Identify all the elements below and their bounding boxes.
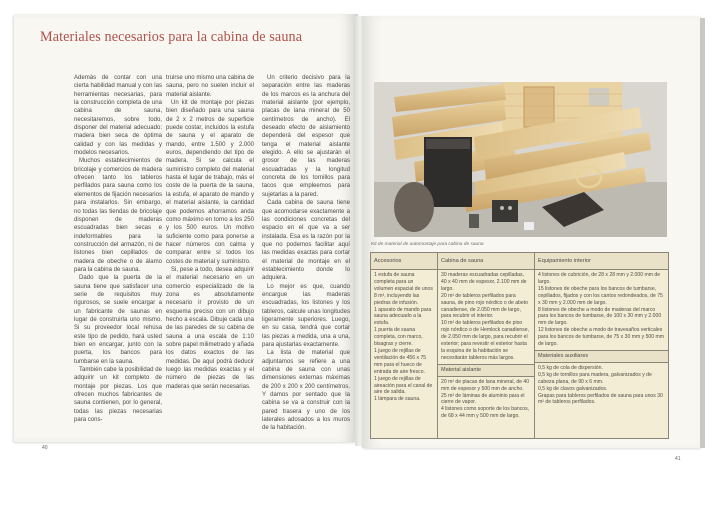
list-item: 30 maderas escuadradas cepilladas, 40 x 40 mm de espesor, 2.100 mm de largo.: [441, 272, 527, 292]
list-item: 8 listones de obeche a modo de maderas del marco para los bancos de tumbarse, de 100 x 30 mm y 2.000 mm de largo.: [538, 306, 662, 327]
sauna-kit-illustration: [374, 82, 667, 237]
list-item: 15 listones de obeche para los bancos de tumbarse, cepillados, fijados y con los cantos redondeados, de 75 x 30 mm y 2.000 mm de largo.: [538, 285, 663, 306]
list-item: 1 juego de rejillas de ventilación de 456 x 75 mm para el hueco de entrada de aire fresco.: [374, 347, 427, 375]
list-item: 12 listones de obeche a modo de travesaños verticales para los bancos de tumbarse, de 75 x 30 mm y 500 mm de largo.: [538, 327, 664, 348]
header-accesorios: Accesorios: [371, 253, 438, 270]
paragraph: Muchos establecimientos de bricolaje y comercios de madera ofrecen tanto los tableros perfilados para sauna como los elementos de fijación necesarios para instalarlos. Sin embargo, no todas las tiendas de bricolaje disponen de maderas escuadradas bien secas e indeformables para la construcción del armazón, ni de listones bien cepillados de madera de obeche o de álamo para la cabina de sauna.: [74, 158, 162, 273]
table-header-row: [371, 253, 669, 270]
list-item: Grapas para tableros perfilados de sauna para unos 30 m² de tableros perfilados.: [538, 392, 663, 406]
materials-table: [370, 252, 669, 439]
paragraph: truirse uno mismo una cabina de sauna, pero no suelen incluir el material aislante.: [166, 75, 254, 98]
list-item: 0,5 kg de cola de dispersión.: [538, 364, 603, 371]
list-item: 10 m² de tableros perfilados de pino rojo nórdico o de Hemlock canadiense, de 2.050 mm de largo, para recubrir el exterior; para revestir el exterior hasta la esquina de la habitación se necesitarán tableros más largos.: [441, 320, 530, 361]
paragraph: Un criterio decisivo para la separación entre las maderas de los marcos es la anchura del material aislante (por ejemplo, placas de lana mineral de 50 centímetros de ancho). El deseado efecto de aislamiento dependerá del espesor que tenga el material aislante elegido. A ello se ajustarán el grosor de las maderas escuadradas y la longitud concreta de los tornillos para tacos que empleemos para sujetarlas a la pared.: [262, 75, 350, 198]
text-column-1: [74, 74, 162, 424]
table-row: [371, 270, 669, 439]
list-item: 1 juego de rejillas de aireación para el canal de aire de salida.: [374, 375, 433, 396]
paragraph: Si, pese a todo, desea adquirir el material necesario en un comercio especializado de la zona es absolutamente necesario ir provisto de un esquema preciso con un dibujo hecho a escala. Dibuje cada una de las paredes de su cabina de sauna a una escala de 1:10 sobre papel milimetrado y añada los datos exactos de las medidas. De aquí podrá deducir luego las medidas exactas y el número de piezas de las maderas que serán necesarias.: [166, 266, 254, 390]
page-number-right: 41: [675, 456, 681, 462]
text-column-2: [166, 74, 254, 391]
paragraph: También cabe la posibilidad de adquirir un kit completo de montaje por piezas. Los que ofrecen muchos fabricantes de sauna contienen, por lo general, todas las piezas necesarias para cons-: [74, 367, 162, 424]
accesorios-cell: [371, 270, 438, 439]
paragraph: Un kit de montaje por piezas bien diseñado para una sauna de 2 x 2 metros de superficie puede costar, incluidos la estufa de sauna y el aparato de mando, entre 1.500 y 2.000 euros, dependiendo del tipo de madera. Si se calcula el suministro completo del material hasta el lugar de trabajo, más el coste de la puerta de la sauna, la estufa, el aparato de mando y el material aislante, la cantidad que podemos ahorramos anda como máximo en torno a los 250 y los 500 euros. Un motivo suficiente como para ponerse a hacer números con calma y comparar entre sí todos los costes de material y suministro.: [166, 100, 254, 265]
list-item: 20 m² de placas de lana mineral, de 40 mm de espesor y 500 mm de ancho.: [441, 378, 530, 392]
list-item: 1 lámpara de sauna.: [374, 396, 421, 403]
list-item: 1 aparato de mando para sauna adecuado a la estufa.: [374, 306, 432, 327]
paragraph: Lo mejor es que, cuando encargue las maderas escuadradas, los listones y los tableros, calcule unas longitudes ligeramente superiores. Luego, en su casa, tendrá que cortar las piezas a medida, una a una, para ajustarlas exactamente.: [262, 283, 350, 348]
list-item: 0,5 kg de clavos galvanizados.: [538, 385, 608, 392]
list-item: 1 puerta de sauna completa, con marco, bisagras y cierre.: [374, 327, 423, 348]
list-item: 1 estufa de sauna completa para un volumen espacial de unos 8 m³, incluyendo las piedras de infusión.: [374, 272, 433, 306]
show-through-text: [144, 51, 146, 60]
paragraph: Dado que la puerta de la sauna tiene que satisfacer una serie de requisitos muy rigurosos, se suele encargar a un fabricante de saunas en lugar de construirla uno mismo. Si su proveedor local rehúsa este tipo de pedido, hará usted bien en encargar, junto con la puerta, los bancos para tumbarse en la sauna.: [74, 275, 162, 365]
page-number-left: 40: [42, 445, 48, 451]
subheader-materiales-auxiliares: Materiales auxiliares: [535, 350, 668, 363]
text-column-3: [262, 74, 350, 433]
sauna-kit-photo: [374, 82, 667, 237]
header-cabina: Cabina de sauna: [438, 253, 535, 270]
list-item: 4 listones como soporte de los bancos, de 68 x 44 mm y 500 mm de largo.: [441, 406, 530, 420]
paragraph: Cada cabina de sauna tiene que acomodarse exactamente a las condiciones concretas del espacio en el que va a ser instalada. Esa es la razón por la que no podemos facilitar aquí las medidas exactas para cortar el material de montaje en el establecimiento donde lo adquiera.: [262, 200, 350, 282]
subheader-material-aislante: Material aislante: [438, 364, 534, 377]
header-equipamiento: Equipamiento interior: [535, 253, 669, 270]
paragraph: La lista de material que adjuntamos se refiere a una cabina de sauna con unas dimensiones externas máximas de 200 x 200 x 200 centímetros. Y damos por sentado que la cabina se va a construir con la pared trasera y uno de los laterales adosados a los muros de la habitación.: [262, 350, 350, 432]
photo-caption: Kit de material de automontaje para cabina de sauna: [371, 242, 484, 247]
list-item: 25 m² de láminas de aluminio para el cierre de vapor.: [441, 392, 525, 406]
list-item: 4 listones de cubrición, de 28 x 28 mm y 2.000 mm de largo.: [538, 272, 661, 285]
paragraph: Además de contar con una cierta habilidad manual y con las herramientas necesarias, para la construcción completa de una cabina de sauna, necesitaremos, sobre todo, disponer del material adecuado: madera bien seca de óptima calidad y con las medidas y modelos necesarios.: [74, 75, 162, 157]
list-item: 20 m² de tableros perfilados para sauna, de pino rojo nórdico o de abeto canadiense, de 2.050 mm de largo, para recubrir el interior.: [441, 292, 528, 320]
page-edge: [700, 18, 705, 448]
page-title: Materiales necesarios para la cabina de sauna: [40, 29, 303, 45]
list-item: 0,5 kg de tornillos para madera, galvanizados y de cabeza plana, de 90 x 6 mm.: [538, 371, 652, 385]
cabina-cell: [438, 270, 535, 439]
equipamiento-cell: [535, 270, 669, 439]
